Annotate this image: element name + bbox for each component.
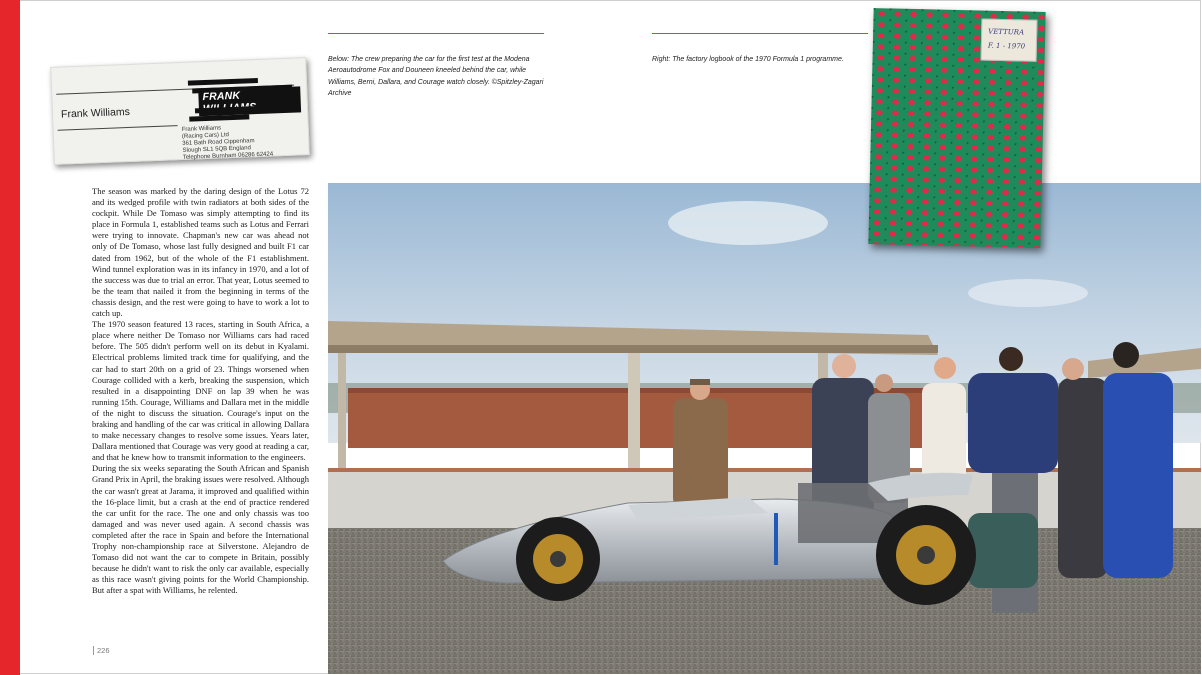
- body-paragraph: The 1970 season featured 13 races, starting in South Africa, a place where neither De Tomaso nor Williams cars had raced before. The 505 didn't perform well on its debut in Kyalami. Electrical problems limited track time for qualifying, and the car had to start 20th on a grid of 23. Things worsened when Courage collided with a kerb, breaking the suspension, which resulted in a disappointing DNF on lap 39 when he was running 15th. Courage, Williams and Dallara met in the middle of the night to discuss the situation. Courage's input on the braking and handling of the car was critical in allowing Dallara to make necessary changes to resolve some issues. Years later, Dallara mentioned that Courage was very good at reading a car, and that he knew how to transmit information to the engineers.: [92, 319, 309, 463]
- card-address-line: 361 Bath Road Cippenham: [182, 138, 255, 147]
- card-address: [182, 123, 274, 161]
- body-text-column: [92, 186, 309, 596]
- logbook-label-line: F. 1 - 1970: [987, 41, 1026, 51]
- logbook-label-line: VETTURA: [988, 27, 1025, 37]
- body-paragraph: The season was marked by the daring design of the Lotus 72 and its wedged profile with twin radiators at both sides of the cockpit. While De Tomaso was simply attempting to find its place in Formula 1, established teams such as Lotus and Ferrari were trying to innovate. Chapman's new car was ahead not only of De Tomaso, whose last fully designed and built F1 car dated from 1962, but of the whole of the F1 establishment. Wind tunnel exploration was in its infancy in 1970, and a lot of the success was due to trial an error. That year, Lotus seemed to be the team that nailed it from the beginning in terms of the chassis design, and the rest were going to have to work a lot to catch up.: [92, 186, 309, 319]
- frank-williams-logo: [180, 72, 302, 125]
- logo-text: FRANK: [198, 86, 301, 116]
- team-photo-illustration: [328, 183, 1201, 674]
- card-address-line: Telephone Burnham 06286 62424: [182, 151, 274, 161]
- card-name: Frank Williams: [60, 105, 131, 121]
- team-photo: [328, 183, 1201, 674]
- card-address-line: (Racing Cars) Ltd: [181, 132, 230, 140]
- card-rule: [58, 125, 178, 131]
- card-address-line: Frank Williams: [181, 125, 222, 133]
- page-number: 226: [93, 646, 110, 655]
- logbook-label: [981, 19, 1038, 62]
- logbook-caption-right: Right: The factory logbook of the 1970 Formula 1 programme.: [652, 56, 844, 63]
- caption-rule: [328, 33, 544, 34]
- caption-rule: [652, 33, 868, 34]
- body-paragraph: During the six weeks separating the South African and Spanish Grand Prix in April, the braking issues were resolved. Although the car wasn't great at Jarama, it improved and qualified within the 16-place limit, but a crash at the end of practice rendered the car unfit for the race. The one and only chassis was too damaged and was never used again. A second chassis was completed after the race in Spain and before the International Trophy non-championship race at Silverstone. Alejandro de Tomaso did not want the car to compete in Britain, possibly because he didn't want to risk the only car available, especially as this race wasn't giving points for the World Championship. But after a spat with Williams, he relented.: [92, 463, 309, 596]
- factory-logbook-image: [868, 8, 1045, 248]
- photo-caption-below: Below: The crew preparing the car for the first test at the Modena Aeroautodrome Fox and Douneen kneeled behind the car, while Williams, Berni, Dallara, and Courage watch closely. ©Spitzley-Zagari Archive: [328, 56, 544, 97]
- red-page-edge: [0, 0, 20, 675]
- business-card: [50, 57, 310, 165]
- card-address-line: Slough SL1 5QB England: [182, 145, 251, 154]
